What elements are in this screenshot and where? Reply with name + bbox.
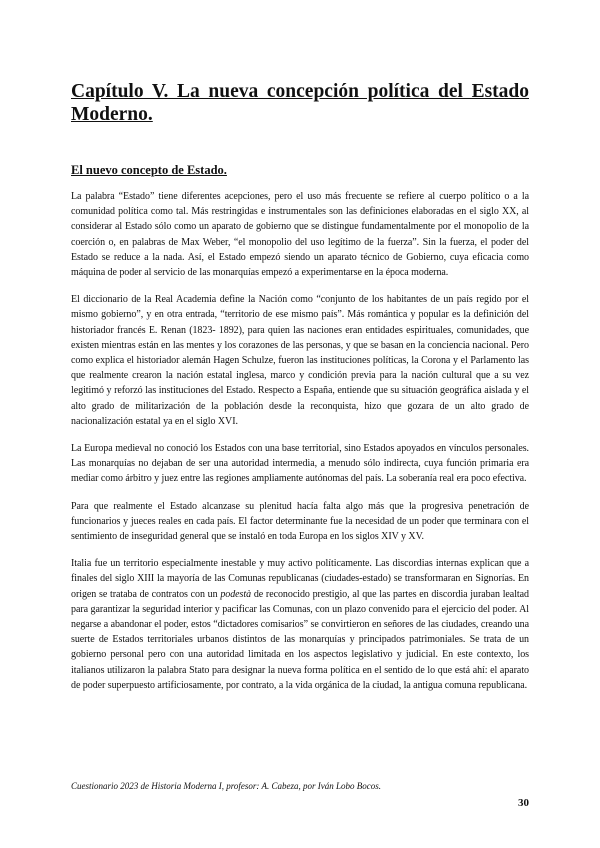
paragraph-3: La Europa medieval no conoció los Estados con una base territorial, sino Estados apoyados en vínculos personales. Las monarquías no dejaban de ser una autoridad intermedia, a menudo sólo indirecta, cuya función primaria era mediar como árbitro y juez entre las regiones ampliamente autónomas del país. La soberanía real era poco efectiva. [71, 443, 529, 485]
paragraph-5-start: Italia fue un territorio especialmente inestable y muy activo políticamente. Las discordias internas explican que a finales del siglo XIII la mayoría de las Comunas republicanas (ciudades-estado) se transformaran en Signorías. En origen se trataba de contratos con un [71, 558, 529, 600]
chapter-title: Capítulo V. La nueva concepción política del Estado Moderno. [71, 81, 529, 125]
paragraph-2: El diccionario de la Real Academia define la Nación como “conjunto de los habitantes de un país regido por el mismo gobierno”, y en otra entrada, “territorio de ese mismo país”. Más romántica y popular es la definición del historiador francés E. Renan (1823- 1892), para quien las naciones eran entidades espirituales, comunidades, que existen mientras están en las mentes y los corazones de las personas, y que se basan en la conciencia nacional. Pero como explica el historiador alemán Hagen Schulze, fueron las instituciones políticas, la Corona y el Parlamento las que realmente crearon la nación estatal inglesa, marco y condición previa para la nación cultural que a su vez legitimó y reforzó las instituciones del Estado. Respecto a España, entiende que su situación geográfica aislada y el alto grado de militarización de la población desde la reconquista, hizo que gozara de un alto grado de nacionalización estatal ya en el siglo XVI. [71, 294, 529, 427]
paragraph-1: La palabra “Estado” tiene diferentes acepciones, pero el uso más frecuente se refiere al cuerpo político o a la comunidad política como tal. Más restringidas e instrumentales son las definiciones elaboradas en el siglo XX, al considerar al Estado sólo como un aparato de gobierno que se distingue fundamentalmente por el monopolio de la coerción o, en palabras de Max Weber, “el monopolio del uso legítimo de la fuerza”. Sin la fuerza, el poder del Estado se reduce a la nada. Así, el Estado empezó siendo un aparato técnico de Gobierno, cuya eficacia como máquina de poder al servicio de las monarquías empezó a experimentarse en la época moderna. [71, 191, 529, 279]
body-text [71, 189, 529, 705]
paragraph-5-italic-term: podestà [220, 588, 252, 600]
paragraph-4: Para que realmente el Estado alcanzase su plenitud hacía falta algo más que la progresiva penetración de funcionarios y jueces reales en cada país. El factor determinante fue la necesidad de un poder que terminara con el sentimiento de inseguridad general que se instaló en toda Europa en los siglos XIV y XV. [71, 500, 529, 543]
paragraph-5 [71, 556, 529, 693]
footer-note: Cuestionario 2023 de Historia Moderna I, profesor: A. Cabeza, por Iván Lobo Bocos. [71, 781, 381, 791]
section-heading: El nuevo concepto de Estado. [71, 163, 227, 177]
paragraph-5-end: de reconocido prestigio, al que las partes en discordia juraban lealtad para garantizar la seguridad interior y pacificar las Comunas, con un plazo convenido para el ejercicio del poder. Al negarse a abandonar el poder, estos “dictadores comisarios” se convirtieron en señores de las ciudades, creando una suerte de Estados territoriales urbanos distintos de las monarquías y principados patrimoniales. Se trata de un gobierno personal pero con una autoridad limitada en los aspectos legislativo y judicial. En este contexto, los italianos utilizaron la palabra Stato para designar la nueva forma política en el sentido de lo que está ahí: el aparato de poder superpuesto artificiosamente, por contrato, a la vida orgánica de la ciudad, la antigua comuna republicana. [71, 588, 529, 691]
page-number: 30 [518, 797, 529, 809]
